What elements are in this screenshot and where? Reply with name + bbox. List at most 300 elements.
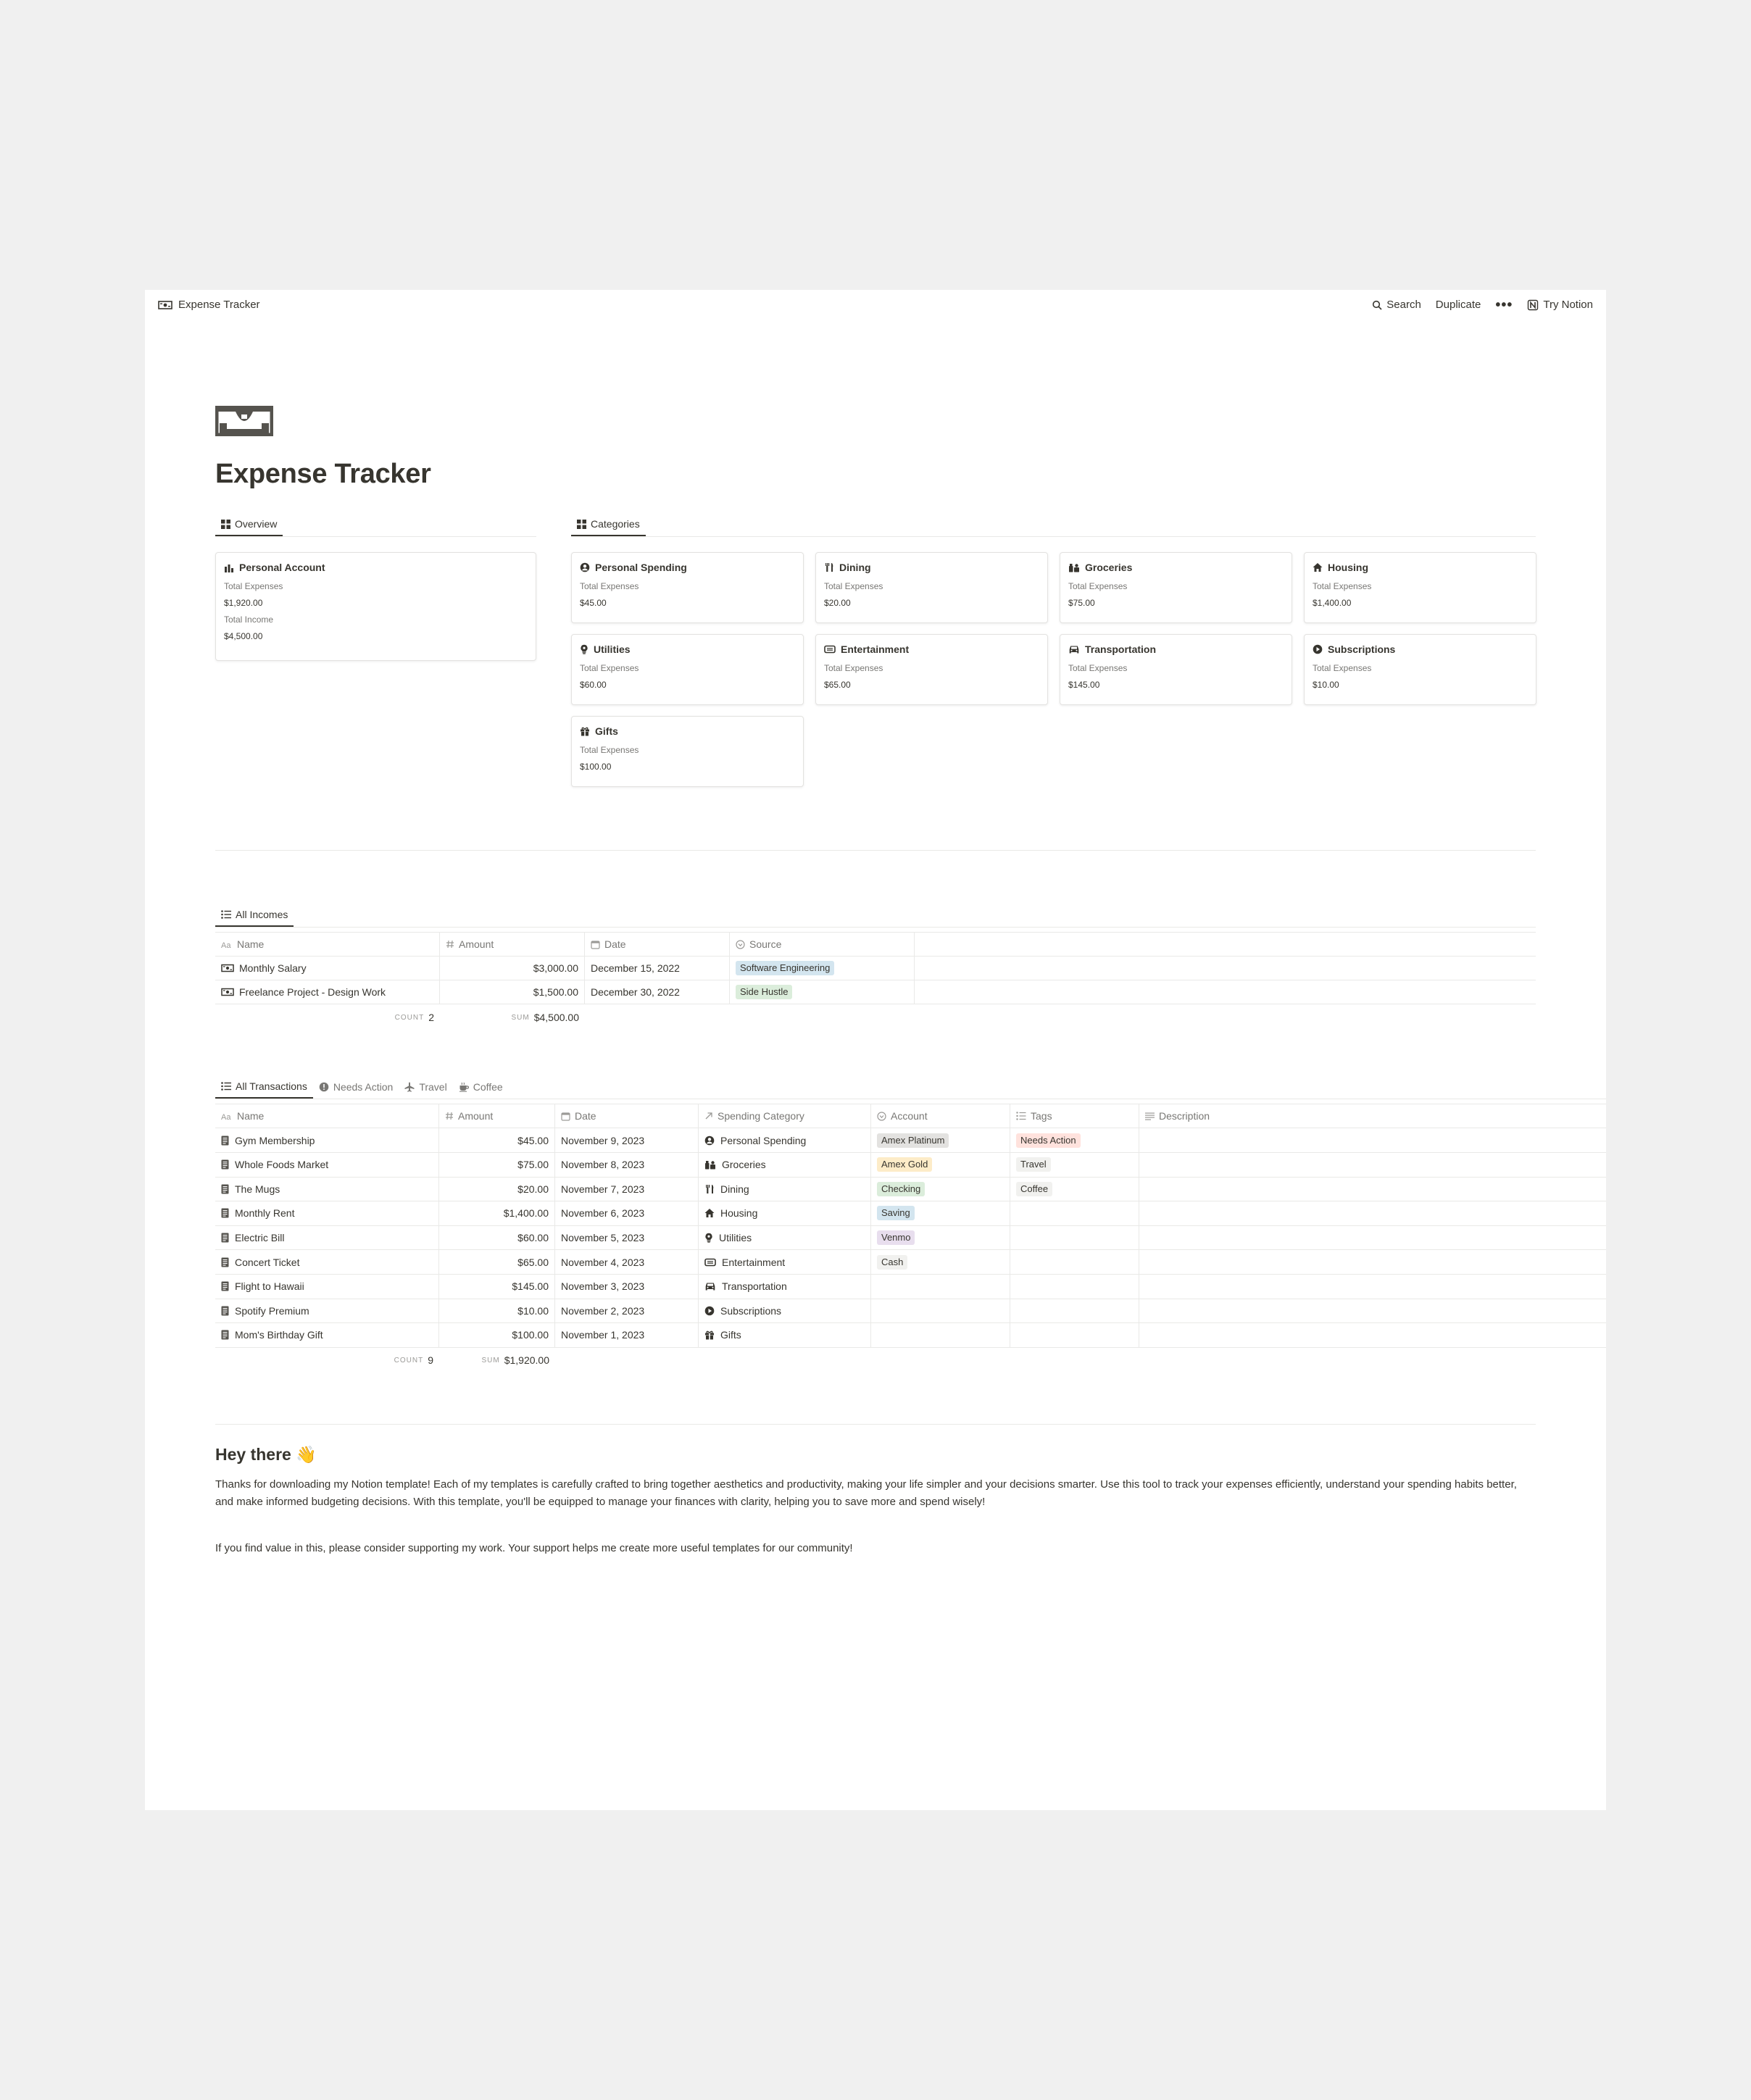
tab-label: Needs Action (333, 1081, 394, 1093)
gift-icon (580, 726, 590, 736)
tag-pill: Coffee (1016, 1182, 1052, 1196)
card-name: Groceries (1085, 562, 1133, 573)
description-cell[interactable] (1139, 1275, 1606, 1299)
category-card[interactable] (1060, 552, 1292, 623)
page-icon (221, 1136, 229, 1146)
tags-cell[interactable] (1010, 1275, 1139, 1299)
name-cell[interactable] (215, 1201, 439, 1225)
category-card[interactable] (571, 552, 804, 623)
coffee-icon (459, 1082, 469, 1092)
account-tag: Amex Platinum (877, 1133, 949, 1148)
table-header (215, 932, 1536, 957)
total-expenses-value: $65.00 (824, 680, 851, 690)
groceries-icon (704, 1159, 716, 1170)
column-header[interactable] (585, 933, 730, 956)
bulb-icon (704, 1233, 713, 1243)
greeting-heading: Hey there 👋 (215, 1445, 317, 1464)
column-header[interactable] (215, 933, 440, 956)
amount-cell[interactable] (439, 1153, 555, 1177)
date-cell[interactable] (585, 957, 730, 980)
card-name: Subscriptions (1328, 643, 1396, 655)
column-label: Description (1159, 1110, 1210, 1122)
tag-pill: Needs Action (1016, 1133, 1081, 1148)
description-cell[interactable] (1139, 1299, 1606, 1322)
category-link: Subscriptions (720, 1304, 782, 1317)
divider (215, 850, 1536, 851)
account-tag: Venmo (877, 1230, 915, 1245)
category-link: Gifts (720, 1329, 741, 1341)
ticket-icon (704, 1258, 716, 1267)
car-icon (1068, 644, 1080, 654)
tab-categories-label: Categories (591, 518, 640, 530)
category-link: Dining (720, 1183, 749, 1195)
money-icon (221, 988, 234, 996)
card-title (580, 560, 795, 575)
categories-tabs (571, 514, 1536, 537)
column-label: Spending Category (718, 1110, 804, 1122)
card-title (580, 724, 795, 738)
more-options-button[interactable] (1495, 296, 1513, 313)
tab-label: All Transactions (236, 1080, 307, 1092)
total-expenses-label: Total Expenses (580, 745, 639, 755)
column-header[interactable] (555, 1104, 699, 1128)
category-link: Personal Spending (720, 1134, 807, 1146)
table-footer (215, 1007, 585, 1028)
account-cell[interactable] (871, 1153, 1010, 1177)
date-cell[interactable] (555, 1201, 699, 1225)
table-row[interactable] (215, 1323, 1606, 1348)
tab-all-incomes[interactable] (215, 904, 294, 927)
name-cell[interactable] (215, 957, 440, 980)
hash-icon (445, 1112, 454, 1120)
total-expenses-label: Total Expenses (224, 581, 283, 591)
account-tag: Cash (877, 1255, 907, 1270)
total-expenses-label: Total Expenses (580, 581, 639, 591)
amount-cell[interactable] (439, 1177, 555, 1201)
column-header[interactable] (439, 1104, 555, 1128)
page-icon (221, 1184, 229, 1194)
plane-icon (404, 1082, 415, 1092)
person-icon (580, 562, 590, 572)
row-name: Whole Foods Market (235, 1159, 329, 1171)
table-row[interactable] (215, 1275, 1606, 1299)
gallery-icon (221, 520, 230, 529)
account-tag: Amex Gold (877, 1157, 932, 1172)
name-cell[interactable] (215, 1225, 439, 1249)
tags-cell[interactable] (1010, 1153, 1139, 1177)
date-value: November 4, 2023 (561, 1256, 645, 1268)
date-cell[interactable] (585, 980, 730, 1004)
row-name: Freelance Project - Design Work (239, 986, 386, 998)
amount-value: $75.00 (517, 1159, 549, 1171)
description-cell[interactable] (1139, 1177, 1606, 1201)
total-income-label: Total Income (224, 614, 274, 625)
search-icon (1372, 300, 1382, 310)
row-name: Gym Membership (235, 1134, 315, 1146)
column-header[interactable] (1139, 1104, 1606, 1128)
table-row[interactable] (215, 1225, 1606, 1250)
tab-overview[interactable] (215, 513, 283, 536)
amount-value: $145.00 (512, 1280, 549, 1293)
category-link: Utilities (719, 1231, 752, 1243)
account-cell[interactable] (871, 1299, 1010, 1322)
row-name: Monthly Salary (239, 962, 307, 974)
alert-icon (319, 1082, 329, 1092)
amount-value: $45.00 (517, 1134, 549, 1146)
svg-text:Aa: Aa (221, 941, 231, 949)
sum-label: SUM (511, 1013, 530, 1022)
count-value: 2 (428, 1012, 434, 1023)
total-expenses-value: $45.00 (580, 598, 607, 608)
page-title[interactable]: Expense Tracker (215, 459, 431, 489)
incomes-tabs (215, 904, 1536, 928)
tags-cell[interactable] (1010, 1225, 1139, 1249)
table-row[interactable] (215, 980, 1536, 1004)
date-cell[interactable] (555, 1153, 699, 1177)
page-icon (221, 1330, 229, 1340)
row-name: Electric Bill (235, 1231, 285, 1243)
count-label: COUNT (394, 1356, 424, 1364)
table-header (215, 1104, 1606, 1128)
card-name: Dining (839, 562, 871, 573)
account-cell[interactable] (871, 1128, 1010, 1152)
tags-cell[interactable] (1010, 1201, 1139, 1225)
breadcrumb-title: Expense Tracker (178, 299, 260, 311)
breadcrumb[interactable] (158, 299, 260, 311)
account-cell[interactable] (871, 1177, 1010, 1201)
hash-icon (446, 940, 454, 949)
column-label: Tags (1031, 1110, 1052, 1122)
amount-cell[interactable] (440, 957, 585, 980)
account-tag: Saving (877, 1206, 915, 1220)
total-expenses-value: $75.00 (1068, 598, 1095, 608)
count-value: 9 (428, 1354, 433, 1367)
card-name: Housing (1328, 562, 1368, 573)
page-icon (221, 1159, 229, 1170)
notion-page (145, 290, 1606, 1810)
description-cell[interactable] (1139, 1225, 1606, 1249)
total-expenses-label: Total Expenses (1068, 581, 1128, 591)
category-card[interactable] (571, 634, 804, 705)
column-header[interactable] (440, 933, 585, 956)
date-value: December 15, 2022 (591, 962, 680, 974)
date-value: November 3, 2023 (561, 1280, 645, 1293)
tags-cell[interactable] (1010, 1177, 1139, 1201)
card-name: Utilities (594, 643, 631, 655)
overview-tabs (215, 514, 536, 537)
count-summary[interactable] (215, 1007, 440, 1028)
amount-value: $60.00 (517, 1231, 549, 1243)
column-label: Name (237, 1110, 265, 1122)
account-tag: Checking (877, 1182, 925, 1196)
page-money-icon[interactable] (215, 406, 273, 436)
support-paragraph: If you find value in this, please consider supporting my work. Your support helps me create more useful templates for our community! (215, 1542, 853, 1554)
card-title (224, 560, 528, 575)
card-name: Personal Spending (595, 562, 687, 573)
more-icon: ••• (1495, 296, 1513, 313)
column-header[interactable] (730, 933, 915, 956)
row-name: The Mugs (235, 1183, 280, 1195)
text-icon (221, 1112, 233, 1120)
table-row[interactable] (215, 1299, 1606, 1323)
search-button[interactable] (1372, 299, 1421, 311)
card-title (824, 642, 1039, 657)
sum-summary[interactable] (439, 1349, 555, 1371)
tags-cell[interactable] (1010, 1128, 1139, 1152)
amount-cell[interactable] (439, 1128, 555, 1152)
column-label: Amount (459, 938, 494, 950)
source-cell[interactable] (730, 980, 915, 1004)
row-name: Concert Ticket (235, 1256, 300, 1268)
table-row[interactable] (215, 1250, 1606, 1275)
source-tag: Side Hustle (736, 985, 792, 999)
amount-cell[interactable] (439, 1323, 555, 1347)
sum-summary[interactable] (440, 1007, 585, 1028)
play-icon (704, 1306, 715, 1316)
column-label: Source (749, 938, 782, 950)
page-icon (221, 1208, 229, 1218)
page-icon (221, 1306, 229, 1316)
incomes-table (215, 932, 1536, 1048)
svg-text:Aa: Aa (221, 1112, 231, 1120)
tags-cell[interactable] (1010, 1250, 1139, 1274)
tag-pill: Travel (1016, 1157, 1051, 1172)
amount-value: $3,000.00 (533, 962, 578, 974)
tab-travel[interactable] (399, 1075, 452, 1099)
total-expenses-value: $1,920.00 (224, 598, 263, 608)
date-cell[interactable] (555, 1128, 699, 1152)
person-icon (704, 1136, 715, 1146)
total-expenses-label: Total Expenses (1068, 663, 1128, 673)
personal-account-card[interactable] (215, 552, 536, 661)
total-expenses-value: $1,400.00 (1313, 598, 1352, 608)
date-value: November 7, 2023 (561, 1183, 645, 1195)
transactions-tabs (215, 1076, 1606, 1099)
category-card[interactable] (1304, 634, 1536, 705)
total-expenses-value: $10.00 (1313, 680, 1339, 690)
fork-knife-icon (824, 562, 834, 572)
date-cell[interactable] (555, 1250, 699, 1274)
duplicate-button[interactable] (1436, 299, 1481, 311)
category-link: Transportation (722, 1280, 787, 1293)
table-row[interactable] (215, 1177, 1606, 1201)
text-icon (221, 941, 233, 949)
card-title (1068, 560, 1284, 575)
table-row[interactable] (215, 1128, 1606, 1153)
category-link: Housing (720, 1207, 758, 1220)
tab-all-transactions[interactable] (215, 1075, 313, 1099)
total-expenses-label: Total Expenses (580, 663, 639, 673)
category-card[interactable] (571, 716, 804, 787)
top-bar (145, 290, 1606, 323)
description-cell[interactable] (1139, 1323, 1606, 1347)
category-cell[interactable] (699, 1275, 871, 1299)
account-cell[interactable] (871, 1275, 1010, 1299)
category-card[interactable] (815, 634, 1048, 705)
name-cell[interactable] (215, 1177, 439, 1201)
column-header[interactable] (871, 1104, 1010, 1128)
category-cell[interactable] (699, 1323, 871, 1347)
name-cell[interactable] (215, 1153, 439, 1177)
column-header[interactable] (699, 1104, 871, 1128)
money-icon (221, 964, 234, 972)
select-icon (877, 1112, 886, 1121)
house-icon (704, 1208, 715, 1218)
card-title (580, 642, 795, 657)
gift-icon (704, 1330, 715, 1340)
tab-label: Coffee (473, 1081, 503, 1093)
column-header[interactable] (215, 1104, 439, 1128)
category-card[interactable] (1060, 634, 1292, 705)
amount-value: $10.00 (517, 1304, 549, 1317)
date-cell[interactable] (555, 1225, 699, 1249)
category-cell[interactable] (699, 1299, 871, 1322)
amount-value: $20.00 (517, 1183, 549, 1195)
car-icon (704, 1281, 716, 1291)
column-label: Account (891, 1110, 928, 1122)
total-expenses-value: $100.00 (580, 762, 612, 772)
account-cell[interactable] (871, 1323, 1010, 1347)
count-label: COUNT (394, 1013, 425, 1022)
total-expenses-label: Total Expenses (1313, 581, 1372, 591)
amount-cell[interactable] (439, 1250, 555, 1274)
amount-value: $65.00 (517, 1256, 549, 1268)
source-cell[interactable] (730, 957, 915, 980)
bank-icon (224, 563, 234, 572)
category-card[interactable] (1304, 552, 1536, 623)
table-row[interactable] (215, 957, 1536, 980)
category-card[interactable] (815, 552, 1048, 623)
multiselect-icon (1016, 1112, 1026, 1120)
name-cell[interactable] (215, 1250, 439, 1274)
column-label: Name (237, 938, 265, 950)
category-cell[interactable] (699, 1250, 871, 1274)
amount-cell[interactable] (439, 1225, 555, 1249)
name-cell[interactable] (215, 980, 440, 1004)
select-icon (736, 940, 745, 949)
tab-coffee[interactable] (453, 1075, 509, 1099)
date-value: November 2, 2023 (561, 1304, 645, 1317)
category-link: Groceries (722, 1159, 766, 1171)
date-cell[interactable] (555, 1323, 699, 1347)
list-icon (221, 910, 231, 919)
search-label: Search (1386, 299, 1421, 311)
name-cell[interactable] (215, 1323, 439, 1347)
name-cell[interactable] (215, 1128, 439, 1152)
money-icon (158, 300, 172, 310)
tab-categories[interactable] (571, 513, 646, 536)
account-cell[interactable] (871, 1201, 1010, 1225)
amount-cell[interactable] (440, 980, 585, 1004)
table-row[interactable] (215, 1153, 1606, 1178)
card-title (1313, 642, 1528, 657)
description-cell[interactable] (1139, 1201, 1606, 1225)
gallery-icon (577, 520, 586, 529)
total-expenses-label: Total Expenses (824, 663, 883, 673)
table-row[interactable] (215, 1201, 1606, 1226)
calendar-icon (591, 940, 600, 949)
sum-label: SUM (481, 1356, 500, 1364)
date-cell[interactable] (555, 1177, 699, 1201)
date-value: November 8, 2023 (561, 1159, 645, 1171)
page-icon (221, 1233, 229, 1243)
card-name: Personal Account (239, 562, 325, 573)
name-cell[interactable] (215, 1299, 439, 1322)
tab-label: Travel (419, 1081, 447, 1093)
divider (215, 1424, 1536, 1425)
card-title (824, 560, 1039, 575)
tags-cell[interactable] (1010, 1299, 1139, 1322)
ticket-icon (824, 645, 836, 654)
tags-cell[interactable] (1010, 1323, 1139, 1347)
tab-needs-action[interactable] (313, 1075, 399, 1099)
date-value: November 5, 2023 (561, 1231, 645, 1243)
intro-paragraph: Thanks for downloading my Notion template! Each of my templates is carefully crafted to bring together aesthetics and productivity, making your life simpler and your decisions smarter. Use this tool to track your expenses efficiently, understand your spending habits better, and make informed budgeting decisions. With this template, you'll be equipped to manage your finances with clarity, helping you to save more and spend wisely! (215, 1478, 1517, 1508)
sum-value: $1,920.00 (504, 1354, 549, 1367)
total-expenses-value: $20.00 (824, 598, 851, 608)
card-name: Entertainment (841, 643, 910, 655)
groceries-icon (1068, 562, 1080, 572)
play-icon (1313, 644, 1323, 654)
account-cell[interactable] (871, 1225, 1010, 1249)
description-cell[interactable] (1139, 1250, 1606, 1274)
category-cell[interactable] (699, 1128, 871, 1152)
category-cell[interactable] (699, 1225, 871, 1249)
date-value: December 30, 2022 (591, 986, 680, 998)
date-cell[interactable] (555, 1275, 699, 1299)
total-expenses-label: Total Expenses (824, 581, 883, 591)
total-expenses-value: $60.00 (580, 680, 607, 690)
row-name: Monthly Rent (235, 1207, 295, 1220)
row-name: Spotify Premium (235, 1304, 309, 1317)
duplicate-label: Duplicate (1435, 299, 1481, 311)
page-icon (221, 1281, 229, 1291)
card-name: Transportation (1085, 643, 1157, 655)
description-cell[interactable] (1139, 1128, 1606, 1152)
row-name: Flight to Hawaii (235, 1280, 304, 1293)
list-icon (221, 1082, 231, 1091)
description-cell[interactable] (1139, 1153, 1606, 1177)
source-tag: Software Engineering (736, 961, 834, 975)
relation-icon (704, 1112, 713, 1120)
card-title (1068, 642, 1284, 657)
amount-value: $1,400.00 (503, 1207, 549, 1220)
amount-cell[interactable] (439, 1299, 555, 1322)
total-income-value: $4,500.00 (224, 631, 263, 641)
category-cell[interactable] (699, 1201, 871, 1225)
try-notion-button[interactable] (1527, 299, 1593, 311)
category-link: Entertainment (722, 1256, 786, 1268)
date-value: November 1, 2023 (561, 1329, 645, 1341)
tab-overview-label: Overview (235, 518, 278, 530)
date-cell[interactable] (555, 1299, 699, 1322)
category-cell[interactable] (699, 1153, 871, 1177)
name-cell[interactable] (215, 1275, 439, 1299)
amount-value: $1,500.00 (533, 986, 578, 998)
account-cell[interactable] (871, 1250, 1010, 1274)
column-label: Date (575, 1110, 596, 1122)
amount-cell[interactable] (439, 1275, 555, 1299)
empty-cell (915, 957, 1536, 980)
notion-logo-icon (1527, 299, 1539, 311)
amount-cell[interactable] (439, 1201, 555, 1225)
tab-all-incomes-label: All Incomes (236, 909, 288, 920)
category-cell[interactable] (699, 1177, 871, 1201)
count-summary[interactable] (215, 1349, 439, 1371)
column-header[interactable] (1010, 1104, 1139, 1128)
bulb-icon (580, 644, 588, 654)
column-label: Date (604, 938, 626, 950)
